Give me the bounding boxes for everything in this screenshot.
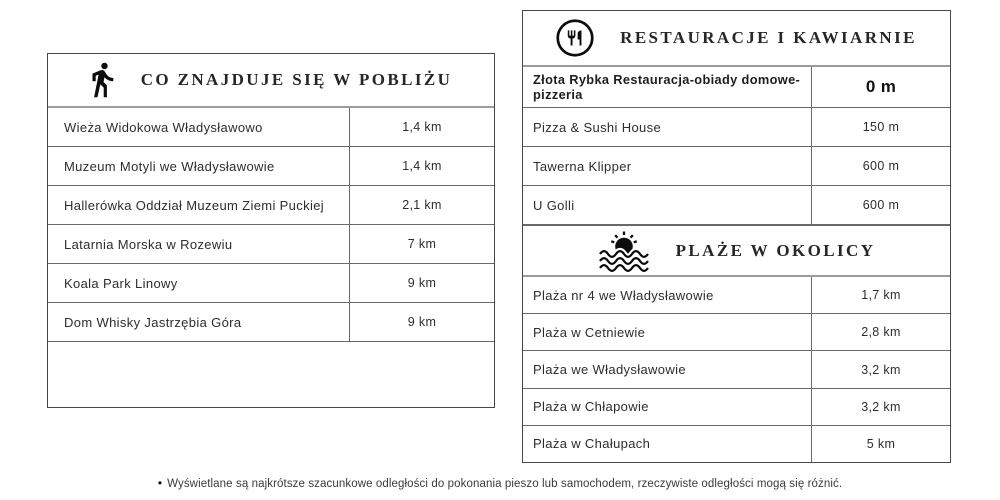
restaurant-row — [523, 67, 950, 108]
nearby-row — [48, 225, 494, 264]
beach-distance: 3,2 km — [861, 399, 901, 414]
nearby-header — [48, 54, 494, 108]
beach-name: Plaża we Władysławowie — [523, 351, 812, 387]
restaurant-name: Złota Rybka Restauracja-obiady domowe-pizzeria — [523, 67, 812, 107]
restaurant-distance: 600 m — [862, 159, 900, 173]
beach-name: Plaża nr 4 we Władysławowie — [523, 277, 812, 313]
sun-over-waves-icon — [598, 229, 650, 273]
place-name: Hallerówka Oddział Muzeum Ziemi Puckiej — [48, 186, 350, 224]
place-distance: 1,4 km — [402, 120, 442, 134]
restaurants-header — [523, 11, 950, 67]
restaurant-name: Pizza & Sushi House — [523, 108, 812, 146]
footer-note — [0, 476, 1000, 490]
beach-row — [523, 314, 950, 351]
nearby-section — [47, 53, 495, 408]
beach-row — [523, 351, 950, 388]
beach-row — [523, 277, 950, 314]
nearby-row — [48, 108, 494, 147]
place-distance: 2,1 km — [402, 198, 442, 212]
beaches-header — [523, 225, 950, 277]
place-name: Muzeum Motyli we Władysławowie — [48, 147, 350, 185]
restaurant-row — [523, 186, 950, 225]
beach-distance: 3,2 km — [861, 362, 901, 377]
restaurant-name: Tawerna Klipper — [523, 147, 812, 185]
place-name: Dom Whisky Jastrzębia Góra — [48, 303, 350, 341]
nearby-rows — [48, 108, 494, 342]
place-name: Wieża Widokowa Władysławowo — [48, 108, 350, 146]
beaches-title: PLAŻE W OKOLICY — [675, 240, 876, 260]
restaurant-name: U Golli — [523, 186, 812, 224]
place-name: Koala Park Linowy — [48, 264, 350, 302]
restaurants-title: RESTAURACJE I KAWIARNIE — [620, 28, 917, 47]
restaurants-rows — [523, 67, 950, 225]
beach-distance: 2,8 km — [861, 325, 901, 340]
nearby-row — [48, 264, 494, 303]
restaurant-row — [523, 147, 950, 186]
place-distance: 1,4 km — [402, 159, 442, 173]
beach-row — [523, 389, 950, 426]
nearby-row — [48, 186, 494, 225]
nearby-title: CO ZNAJDUJE SIĘ W POBLIŻU — [140, 70, 453, 89]
bullet-icon: • — [157, 476, 163, 490]
place-distance: 9 km — [407, 276, 437, 290]
footer-note-text: Wyświetlane są najkrótsze szacunkowe odległości do pokonania pieszo lub samochodem, rzeczywiste odległości mogą się różnić. — [167, 478, 843, 490]
restaurant-distance: 0 m — [865, 77, 897, 96]
place-name: Latarnia Morska w Rozewiu — [48, 225, 350, 263]
walking-person-icon — [90, 62, 115, 98]
beach-name: Plaża w Chałupach — [523, 426, 812, 462]
beach-row — [523, 426, 950, 462]
restaurant-row — [523, 108, 950, 147]
restaurant-distance: 150 m — [862, 120, 900, 134]
place-distance: 9 km — [407, 315, 437, 329]
nearby-row — [48, 303, 494, 342]
fork-knife-circle-icon — [556, 19, 594, 57]
nearby-row — [48, 147, 494, 186]
beach-name: Plaża w Cetniewie — [523, 314, 812, 350]
beach-distance: 5 km — [866, 436, 896, 451]
empty-row — [48, 342, 494, 407]
place-distance: 7 km — [407, 237, 437, 251]
beach-distance: 1,7 km — [861, 288, 901, 303]
beaches-rows — [523, 277, 950, 462]
restaurant-distance: 600 m — [862, 198, 900, 212]
beach-name: Plaża w Chłapowie — [523, 389, 812, 425]
restaurants-beaches-section — [522, 10, 951, 463]
